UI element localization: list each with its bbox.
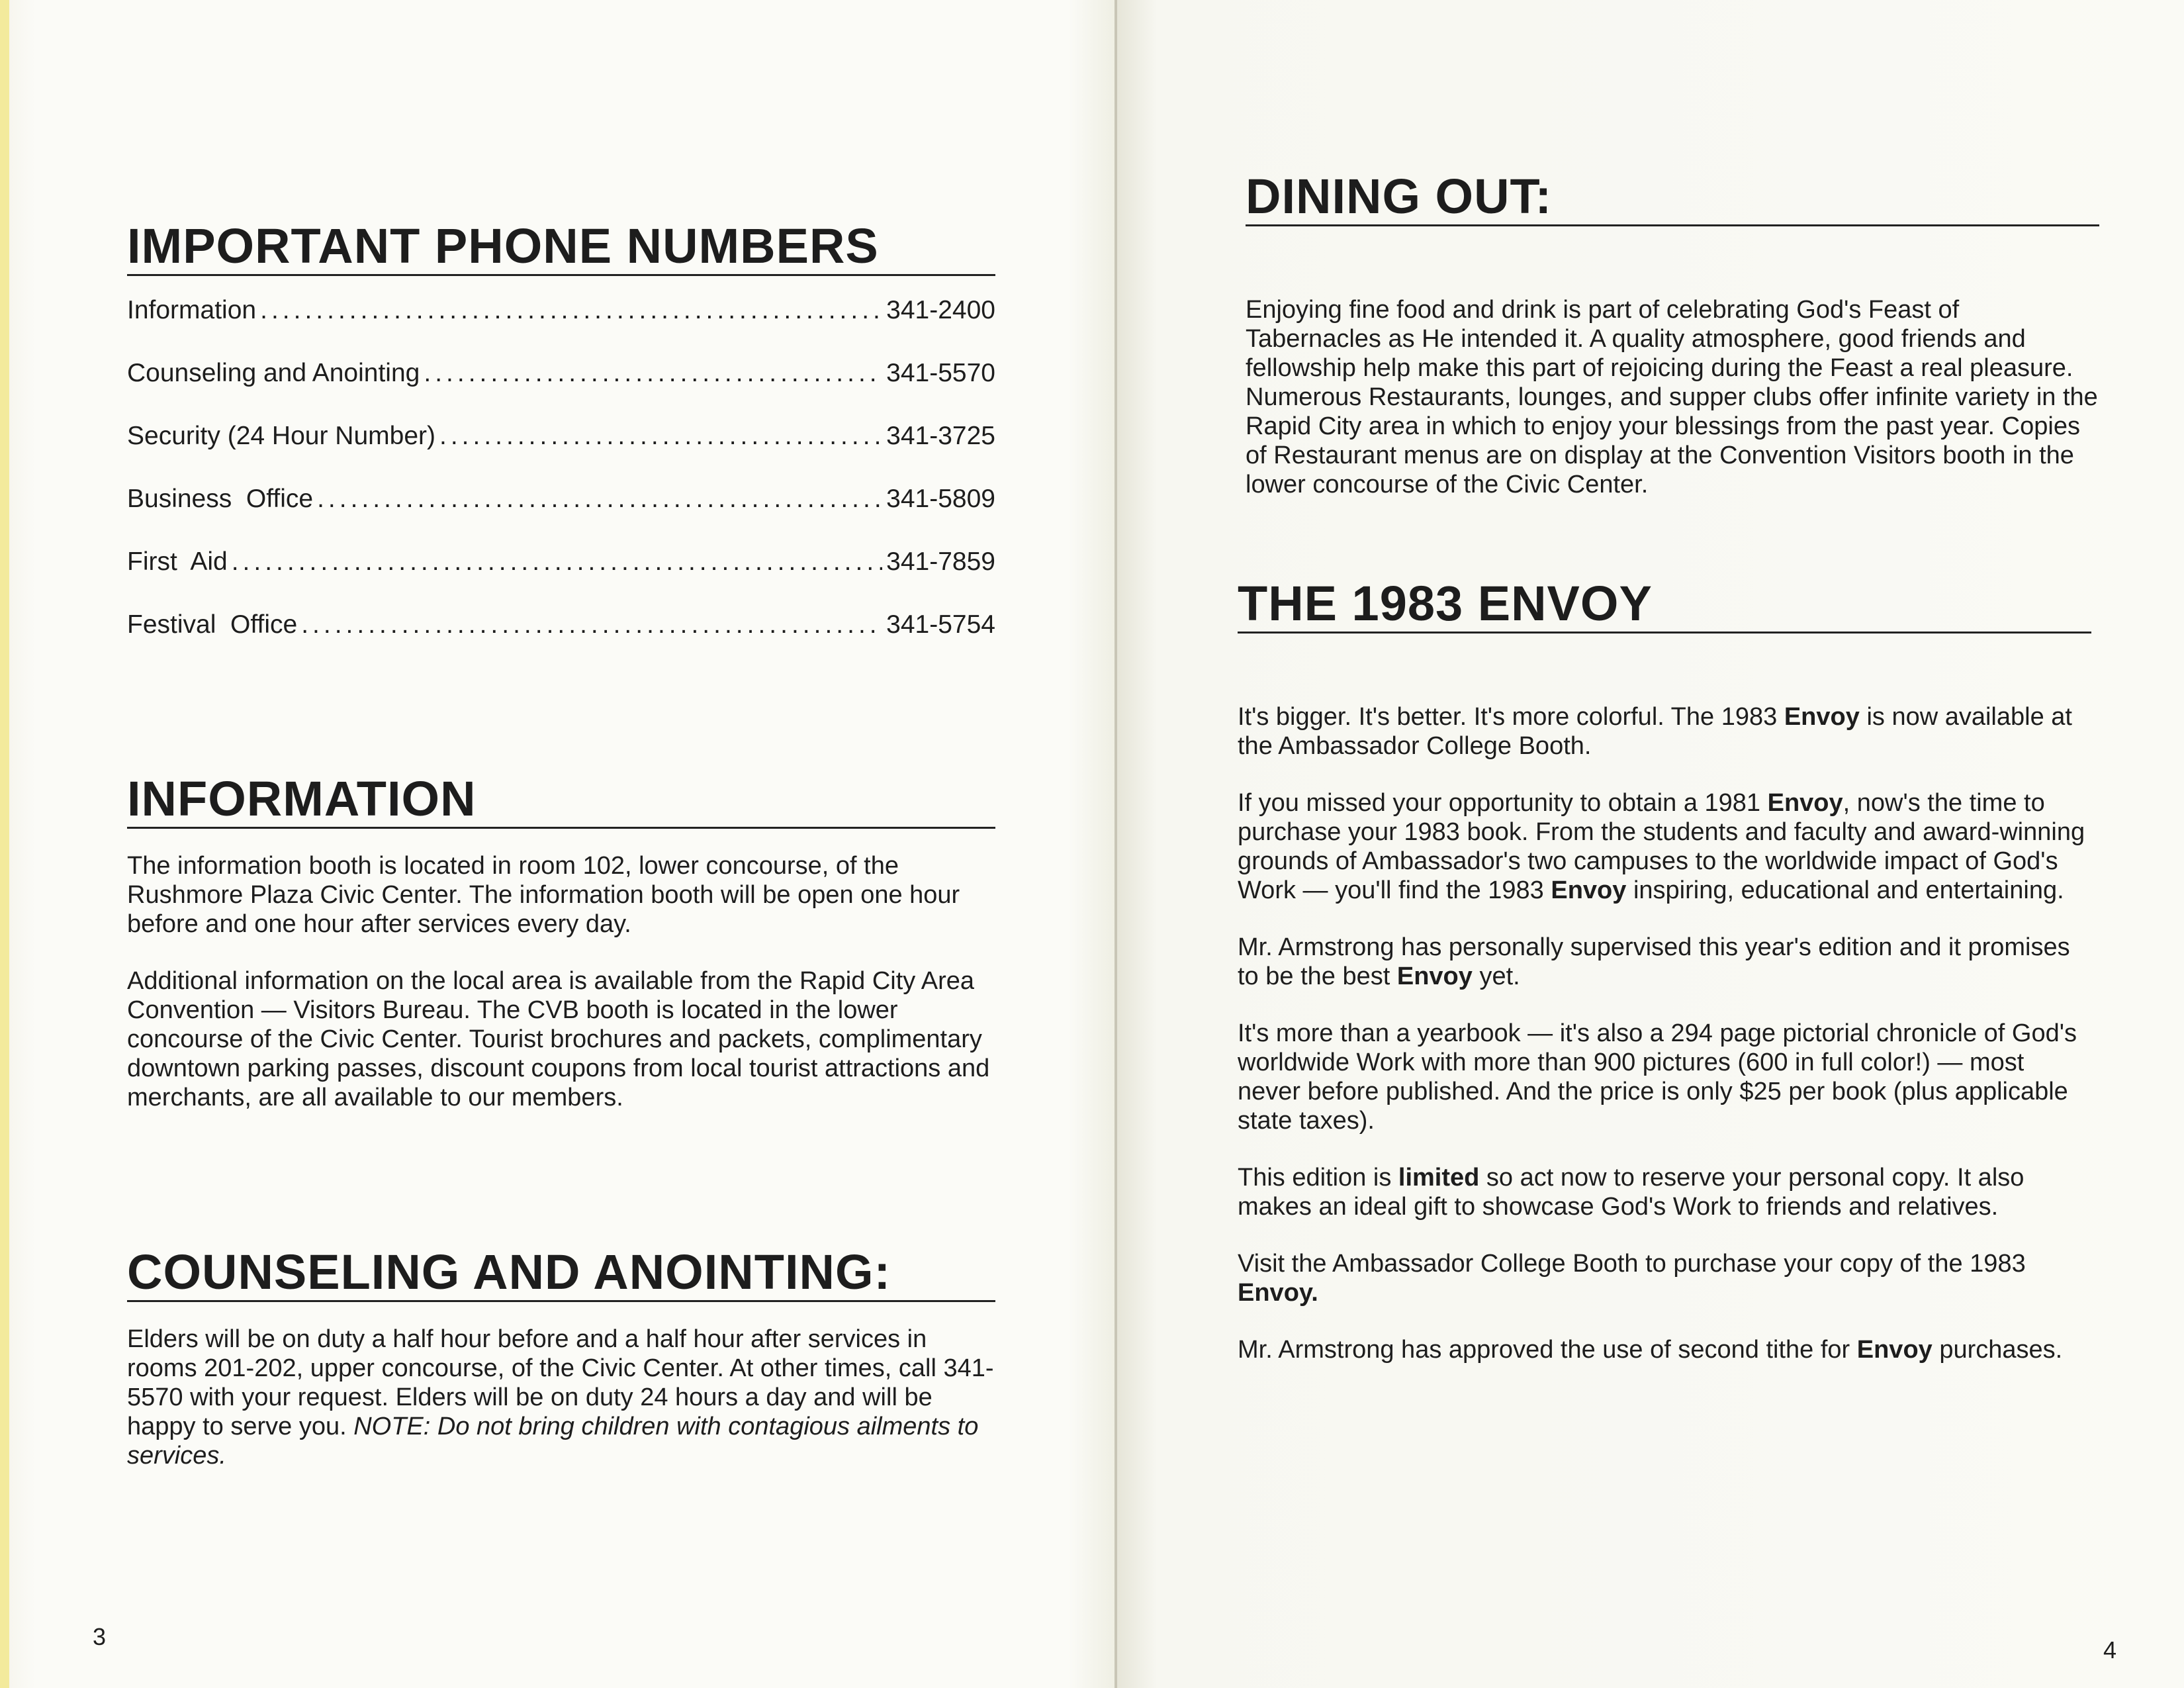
dot-leader [439, 420, 882, 452]
phone-number: 341-7859 [886, 547, 995, 576]
text: is now available at the Ambassador College Booth. [1238, 703, 2072, 760]
phone-number: 341-5809 [886, 485, 995, 513]
limited-bold: limited [1398, 1164, 1480, 1192]
phone-row-information [127, 295, 995, 326]
phone-row-counseling [127, 357, 995, 389]
text: yet. [1479, 962, 1520, 990]
counseling-section [127, 1244, 995, 1498]
dot-leader [424, 357, 882, 389]
text: Mr. Armstrong has personally supervised this year's edition and it promises to be the best [1238, 933, 2070, 990]
counseling-heading: COUNSELING AND ANOINTING: [127, 1244, 995, 1302]
text: inspiring, educational and entertaining. [1633, 876, 2064, 904]
envoy-paragraph-4: It's more than a yearbook — it's also a 294 page pictorial chronicle of God's worldwide Work with more than 900 pictures (600 in full color!) — most never before published. And the price is only $25 per book (plus applicable state taxes). [1238, 1019, 2077, 1135]
phone-label: Festival Office [127, 610, 298, 639]
envoy-bold: Envoy [1767, 789, 1843, 817]
phone-row-business-office [127, 483, 995, 515]
dining-heading: DINING OUT: [1246, 169, 2099, 226]
envoy-bold: Envoy [1396, 962, 1473, 990]
envoy-bold: Envoy [1551, 876, 1627, 904]
envoy-paragraph-1 [1238, 702, 2091, 761]
phone-label: Information [127, 296, 257, 324]
phone-label: First Aid [127, 547, 228, 576]
phone-row-first-aid [127, 546, 995, 578]
dining-section [1246, 169, 2099, 527]
dining-paragraph: Enjoying fine food and drink is part of celebrating God's Feast of Tabernacles as He intended it. A quality atmosphere, good friends and fellowship help make this part of rejoicing during the Feast a real pleasure. Numerous Restaurants, lounges, and supper clubs offer infinite variety in the Rapid City area in which to enjoy your blessings from the past year. Copies of Restaurant menus are on display at the Convention Visitors booth in the lower concourse of the Civic Center. [1246, 296, 2098, 498]
phone-number: 341-5570 [886, 359, 995, 387]
text: , now's the time to purchase your 1983 book. From the students and faculty and award-winning grounds of Ambassador's two campuses to the worldwide impact of God's Work — you'll find the 1983 [1238, 789, 2085, 904]
counseling-text: Elders will be on duty a half hour before and a half hour after services in rooms 201-202, upper concourse, of the Civic Center. At other times, call 341-5570 with your request. Elders will be on duty 24 hours a day and will be happy to serve you. [127, 1325, 994, 1440]
envoy-paragraph-2 [1238, 788, 2091, 905]
phone-numbers-section [127, 218, 995, 672]
text: purchases. [1939, 1336, 2063, 1364]
dot-leader [301, 609, 882, 641]
dot-leader [232, 546, 882, 578]
envoy-paragraph-3 [1238, 933, 2091, 991]
envoy-paragraph-5 [1238, 1163, 2091, 1221]
envoy-paragraph-6 [1238, 1249, 2091, 1307]
envoy-section [1238, 576, 2091, 1392]
counseling-paragraph [127, 1325, 995, 1470]
page-number-right: 4 [2103, 1636, 2117, 1664]
phone-row-festival-office [127, 609, 995, 641]
text: Visit the Ambassador College Booth to purchase your copy of the 1983 [1238, 1250, 2026, 1278]
phone-label: Security (24 Hour Number) [127, 422, 435, 450]
envoy-bold: Envoy [1784, 703, 1860, 731]
phone-numbers-heading: IMPORTANT PHONE NUMBERS [127, 218, 995, 276]
text: If you missed your opportunity to obtain a 1981 [1238, 789, 1761, 817]
phone-number: 341-5754 [886, 610, 995, 639]
right-page [1117, 0, 2184, 1688]
envoy-bold: Envoy [1856, 1336, 1933, 1364]
text: This edition is [1238, 1164, 1392, 1192]
information-paragraph-1: The information booth is located in room 102, lower concourse, of the Rushmore Plaza Civic Center. The information booth will be open one hour before and one hour after services every day. [127, 852, 960, 938]
text: Mr. Armstrong has approved the use of second tithe for [1238, 1336, 1850, 1364]
information-heading: INFORMATION [127, 771, 995, 829]
envoy-bold: Envoy. [1238, 1279, 1318, 1307]
phone-number: 341-3725 [886, 422, 995, 450]
envoy-paragraph-7 [1238, 1335, 2091, 1364]
dot-leader [260, 295, 882, 326]
phone-row-security [127, 420, 995, 452]
envoy-heading: THE 1983 ENVOY [1238, 576, 2091, 633]
page-number-left: 3 [93, 1623, 107, 1650]
text: so act now to reserve your personal copy. It also makes an ideal gift to showcase God's Work to friends and relatives. [1238, 1164, 2025, 1221]
text: It's bigger. It's better. It's more colorful. The 1983 [1238, 703, 1778, 731]
phone-number: 341-2400 [886, 296, 995, 324]
phone-label: Counseling and Anointing [127, 359, 420, 387]
counseling-note: NOTE: Do not bring children with contagious ailments to services. [127, 1413, 979, 1470]
dot-leader [317, 483, 882, 515]
information-section [127, 771, 995, 1140]
phone-label: Business Office [127, 485, 314, 513]
information-paragraph-2: Additional information on the local area is available from the Rapid City Area Convention — Visitors Bureau. The CVB booth is located in the lower concourse of the Civic Center. Tourist brochures and packets, complimentary downtown parking passes, discount coupons from local tourist attractions and merchants, are all available to our members. [127, 967, 990, 1111]
